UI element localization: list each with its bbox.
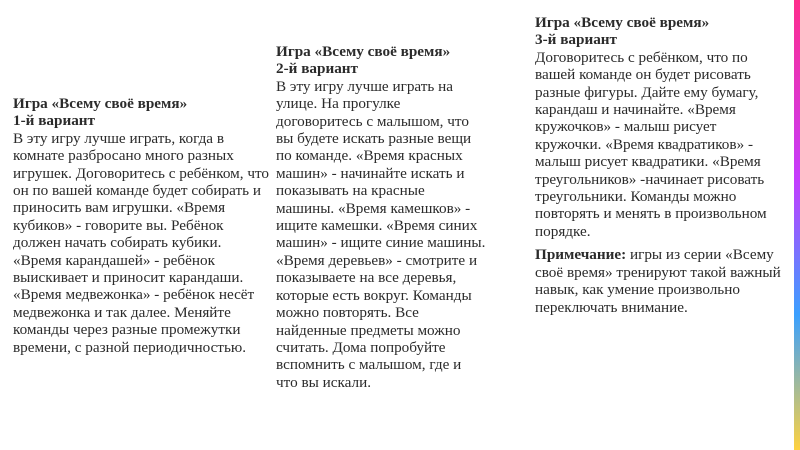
variant-1-column <box>13 95 271 356</box>
game-title: Игра «Всему своё время» <box>13 95 188 112</box>
variant-description: В эту игру лучше играть, когда в комнате разбросано много разных игрушек. Договоритесь с ребёнком, что он по вашей команде будет собирать и приносить вам игрушки. «Время кубиков» - говорите вы. Ребёнок должен начать собирать кубики. «Время карандашей» - ребёнок выискивает и приносит карандаши. «Время медвежонка» - ребёнок несёт медвежонка и так далее. Меняйте команды через разные промежутки времени, с разной периодичностью. <box>13 129 270 356</box>
variant-label: 2-й вариант <box>276 60 358 78</box>
game-title: Игра «Всему своё время» <box>276 43 451 60</box>
note-text: игры из серии «Всему своё время» тренируют такой важный навык, как умение произвольно переключать внимание. <box>535 246 781 316</box>
variant-label: 3-й вариант <box>535 31 617 49</box>
decorative-gradient-bar <box>794 0 800 450</box>
variant-description: В эту игру лучше играть на улице. На прогулке договоритесь с малышом, что вы будете искать разные вещи по команде. «Время красных машин» - начинайте искать и показывать на красные машины. «Время камешков» - ищите камешки. «Время синих машин» - ищите синие машины. «Время деревьев» - смотрите и показываете на все деревья, которые есть вокруг. Команды можно повторять. Все найденные предметы можно считать. Дома попробуйте вспомнить с малышом, где и что вы искали. <box>276 77 486 391</box>
variant-label: 1-й вариант <box>13 112 95 130</box>
variant-3-column <box>535 14 785 316</box>
game-title: Игра «Всему своё время» <box>535 14 710 31</box>
note-label: Примечание: <box>535 246 627 264</box>
variant-2-column <box>276 43 486 391</box>
variant-description: Договоритесь с ребёнком, что по вашей команде он будет рисовать разные фигуры. Дайте ему бумагу, карандаш и начинайте. «Время кружочков» - малыш рисует кружочки. «Время квадратиков» - малыш рисует квадратики. «Время треугольников» -начинает рисовать треугольники. Команды можно повторять и менять в произвольном порядке. <box>535 48 767 240</box>
note-paragraph <box>535 246 785 316</box>
